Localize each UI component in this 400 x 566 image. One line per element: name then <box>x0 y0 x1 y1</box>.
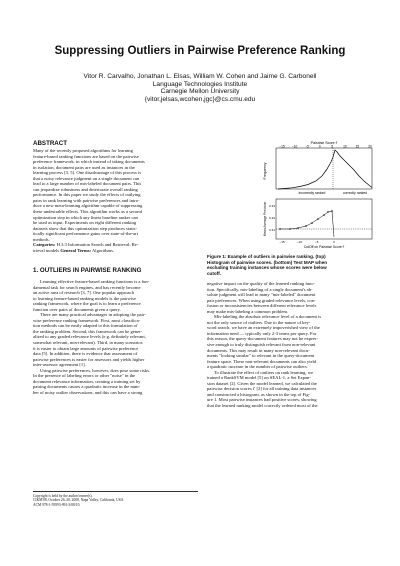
right-line: pair preferences. When using graded relevance levels, con- <box>207 297 316 303</box>
right-line: word search, we have an extremely impoverished view of the <box>207 325 320 331</box>
right-line: feature space. These non-relevant documents can also yield <box>207 358 317 364</box>
right-line: not the only source of outliers. Due to the nature of key- <box>207 319 311 325</box>
abstract-line: methods. <box>33 236 50 242</box>
section-line: somewhat relevant, non-relevant). Third, in many scenarios <box>33 340 143 346</box>
map-point <box>279 228 281 230</box>
histogram-ylabel: Frequency <box>263 162 267 180</box>
right-line: trained a RankSVM model [5] on SEAL-1, a Set Expan- <box>207 375 311 381</box>
abstract-text <box>33 148 198 242</box>
map-ylabel: Mean Average Precision <box>263 201 267 237</box>
section-line: pairwise preferences is easier for assessors and yields higher <box>33 356 145 362</box>
abstract-line: tically significant performance gains over state-of-the-art <box>33 231 138 237</box>
map-ytick-label: 0.33 <box>269 204 275 208</box>
author-names: Vitor R. Carvalho, Jonathan L. Elsas, William W. Cohen and Jaime G. Carbonell <box>83 73 317 80</box>
histogram-tick-label: −15 <box>279 144 285 149</box>
map-xticks <box>279 240 335 244</box>
map-point <box>317 218 319 220</box>
section-body <box>33 279 198 395</box>
caption-line: cutoff. <box>207 270 222 276</box>
categories-label: Categories: <box>33 242 56 247</box>
section-line: wise preference ranking framework. First, most classifica- <box>33 317 141 323</box>
section-line: the ranking problem. Second, this framework can be gener- <box>33 328 143 334</box>
author-emails: {vitor,jelsas,wcohen,jgc}@cs.cmu.edu <box>144 95 256 103</box>
paper-title: Suppressing Outliers in Pairwise Preference Ranking <box>54 45 346 57</box>
section-line: There are many practical advantages in adopting the pair- <box>40 312 146 318</box>
author-university: Carnegie Mellon University <box>160 88 240 96</box>
abstract-line: pairs in rank learning with pairwise preferences and intro- <box>33 197 140 203</box>
map-point <box>311 222 313 224</box>
categories-text2: trieval models <box>33 247 60 253</box>
map-yticks <box>269 204 275 232</box>
copyright-line: ACM 978-1-59593-991-3/08/10. <box>33 502 81 507</box>
right-line: pairwise decision scores f′ [2] for all training data instances <box>207 386 317 392</box>
map-xlabel: CutOff on Pairwise Score f′ <box>303 245 345 249</box>
abstract-line: optimization step in which any linear baseline ranker can <box>33 214 138 220</box>
histogram-tick-label: 20 <box>368 144 372 149</box>
right-line: tion. Specifically, mis-labeling of a single document's ab- <box>207 286 313 292</box>
author-institute: Language Technologies Institute <box>152 80 248 88</box>
map-point <box>289 228 291 230</box>
abstract-heading: ABSTRACT <box>33 140 68 147</box>
map-point <box>331 210 333 212</box>
abstract-line: Many of the recently proposed algorithms for learning <box>33 148 133 153</box>
histogram-tick-label: −5 <box>305 144 309 149</box>
map-xtick-label: −15 <box>279 240 285 244</box>
abstract-line: that a noisy relevance judgment on a single document can <box>33 175 140 181</box>
copyright-line: Copyright is held by the author/owner(s). <box>33 494 93 498</box>
section-line: Using pairwise preferences, however, does pose some risks. <box>40 367 151 373</box>
histogram-tick-label: 15 <box>355 144 360 149</box>
figure-1 <box>262 137 380 255</box>
author-block <box>0 73 400 103</box>
section-heading: 1. OUTLIERS IN PAIRWISE RANKING <box>33 267 142 274</box>
right-line: documents. This may result in many non-relevant docu- <box>207 347 310 353</box>
caption-line: Histogram of pairwise scores. (bottom) Test MAP when <box>207 259 328 265</box>
right-line: a quadratic increase in the number of pairwise outliers. <box>207 364 308 370</box>
section-line: to learning feature-based ranking models is the pairwise <box>33 295 136 301</box>
general-terms: Algorithms. <box>91 247 115 253</box>
map-point <box>297 227 299 229</box>
abstract-line: in isolation, document pairs are used as instances in the <box>33 164 135 170</box>
section-paragraph <box>33 312 198 367</box>
histogram-curve <box>278 150 372 189</box>
map-markers <box>279 210 333 230</box>
copyright-notice <box>33 491 198 507</box>
abstract-line: can jeopardize robustness and deteriorate overall ranking <box>33 186 138 192</box>
abstract-line: these undesirable effects. This algorithm works as a second <box>33 209 142 215</box>
section-line: an active area of research [3, 7]. One popular approach <box>33 290 134 296</box>
abstract-line: feature-based ranking functions are based on the pairwise <box>33 153 139 159</box>
abstract-line: performance. In this paper we study the effects of outlying <box>33 192 141 198</box>
section-paragraph <box>33 368 198 396</box>
categories-block <box>33 242 198 253</box>
abstract-line: duce a new meta-learning algorithm capable of suppressing <box>33 203 143 209</box>
section-line: inter-assessor agreement [1]. <box>33 362 86 368</box>
right-line: negative impact on the quality of the learned ranking func- <box>207 281 316 286</box>
map-point <box>305 225 307 227</box>
abstract-line: preference framework, in which instead of taking documents <box>33 159 145 165</box>
section-line: document relevance information, creating a training set by <box>33 378 141 384</box>
figure-plot <box>262 137 380 250</box>
histogram-tick-label: 5 <box>331 144 334 149</box>
right-line: solute judgment will lead to many "mis-labeled" document <box>207 292 316 298</box>
right-line: To illustrate the effect of outliers on rank learning, we <box>214 369 314 375</box>
abstract-line: be used as input. Experiments on eight different ranking <box>33 220 137 226</box>
map-point <box>327 211 329 213</box>
caption-line: Figure 1: Example of outliers in pairwise ranking. (top) <box>207 254 326 259</box>
map-xtick-label: −5 <box>314 240 319 244</box>
histogram-frame <box>276 148 372 189</box>
right-line: information need — typically only 2-3 terms per query. For <box>207 330 317 336</box>
section-line: data [5]. In addition, there is evidence that assessment of <box>33 351 138 357</box>
figure-caption <box>207 254 372 276</box>
section-line: pairing documents causes a quadratic increase in the num- <box>33 384 141 390</box>
caption-line: excluding training instances whose scores were below <box>207 265 327 271</box>
right-line: and constructed a histogram, as shown in the top of Fig- <box>207 391 311 397</box>
map-point <box>323 214 325 216</box>
right-line: may make mis-labeling a common problem. <box>207 308 289 314</box>
section-line: damental task for search engines, and has recently become <box>33 284 141 290</box>
abstract-line: learning process [3, 5]. One disadvantage of this process is <box>33 170 142 176</box>
section-line: In the presence of labeling errors or other "noise" in the <box>33 373 136 379</box>
section-line: Learning effective feature-based ranking functions is a fun- <box>40 279 150 284</box>
map-xtick-label: 0 <box>333 240 335 244</box>
histogram-tick-label: 10 <box>343 144 347 149</box>
general-terms-label: General Terms: <box>60 247 92 253</box>
map-ytick-label: 0.31 <box>269 228 275 232</box>
map-panel <box>263 199 372 249</box>
map-curve <box>280 211 334 237</box>
abstract-body <box>33 148 198 242</box>
histogram-tick-label: −10 <box>291 144 298 149</box>
histogram-xlabel: Pairwise Score f′ <box>310 141 338 145</box>
abstract-line: datasets show that this optimization step produces statis- <box>33 225 137 231</box>
label-incorrect: incorrectly ranked <box>298 191 326 195</box>
section-line: ranking framework, where the goal is to learn a preference <box>33 301 141 307</box>
histogram-panel <box>263 141 372 195</box>
right-line: ments "looking similar" to relevant in the query-document <box>207 353 315 359</box>
right-line: sion dataset [2]. Given the model learned, we calculated the <box>207 380 317 386</box>
map-frame <box>276 199 372 239</box>
section-line: alized to any graded relevance levels (e.g. definitely relevant, <box>33 334 146 340</box>
categories-text: H.3.3 Information Search and Retrieval: Re- <box>56 242 139 247</box>
right-line: Mis-labeling the absolute relevance level of a document is <box>214 314 322 320</box>
section-line: ber of noisy outlier observations, and this can have a strong <box>33 389 143 395</box>
histogram-tick-label: 0 <box>318 144 321 149</box>
right-line: ure 1. Most pairwise instances had positive scores, showing <box>207 397 317 403</box>
section-line: it is easier to obtain large amounts of pairwise preference <box>33 345 139 351</box>
right-column-body <box>207 281 372 409</box>
map-ytick-label: 0.32 <box>269 216 275 220</box>
right-line: fusion or inconsistencies between different relevance levels <box>207 303 317 309</box>
map-xtick-label: −10 <box>296 240 302 244</box>
section-paragraph <box>33 279 198 312</box>
copyright-line: CIKM'08, October 26–30, 2008, Napa Valley, California, USA. <box>33 498 125 503</box>
right-line: sive enough to truly distinguish relevant from non-relevant <box>207 342 316 348</box>
label-correct: correctly ranked <box>342 191 368 195</box>
right-line: that the learned ranking model correctly ordered most of the <box>207 403 318 409</box>
section-line: tion methods can be easily adapted to this formulation of <box>33 323 138 329</box>
abstract-line: lead to a large number of mis-labeled document pairs. This <box>33 181 142 187</box>
section-line: function over pairs of documents given a query. <box>33 306 121 312</box>
right-line: this reason, the query-document features may not be expres- <box>207 336 318 342</box>
